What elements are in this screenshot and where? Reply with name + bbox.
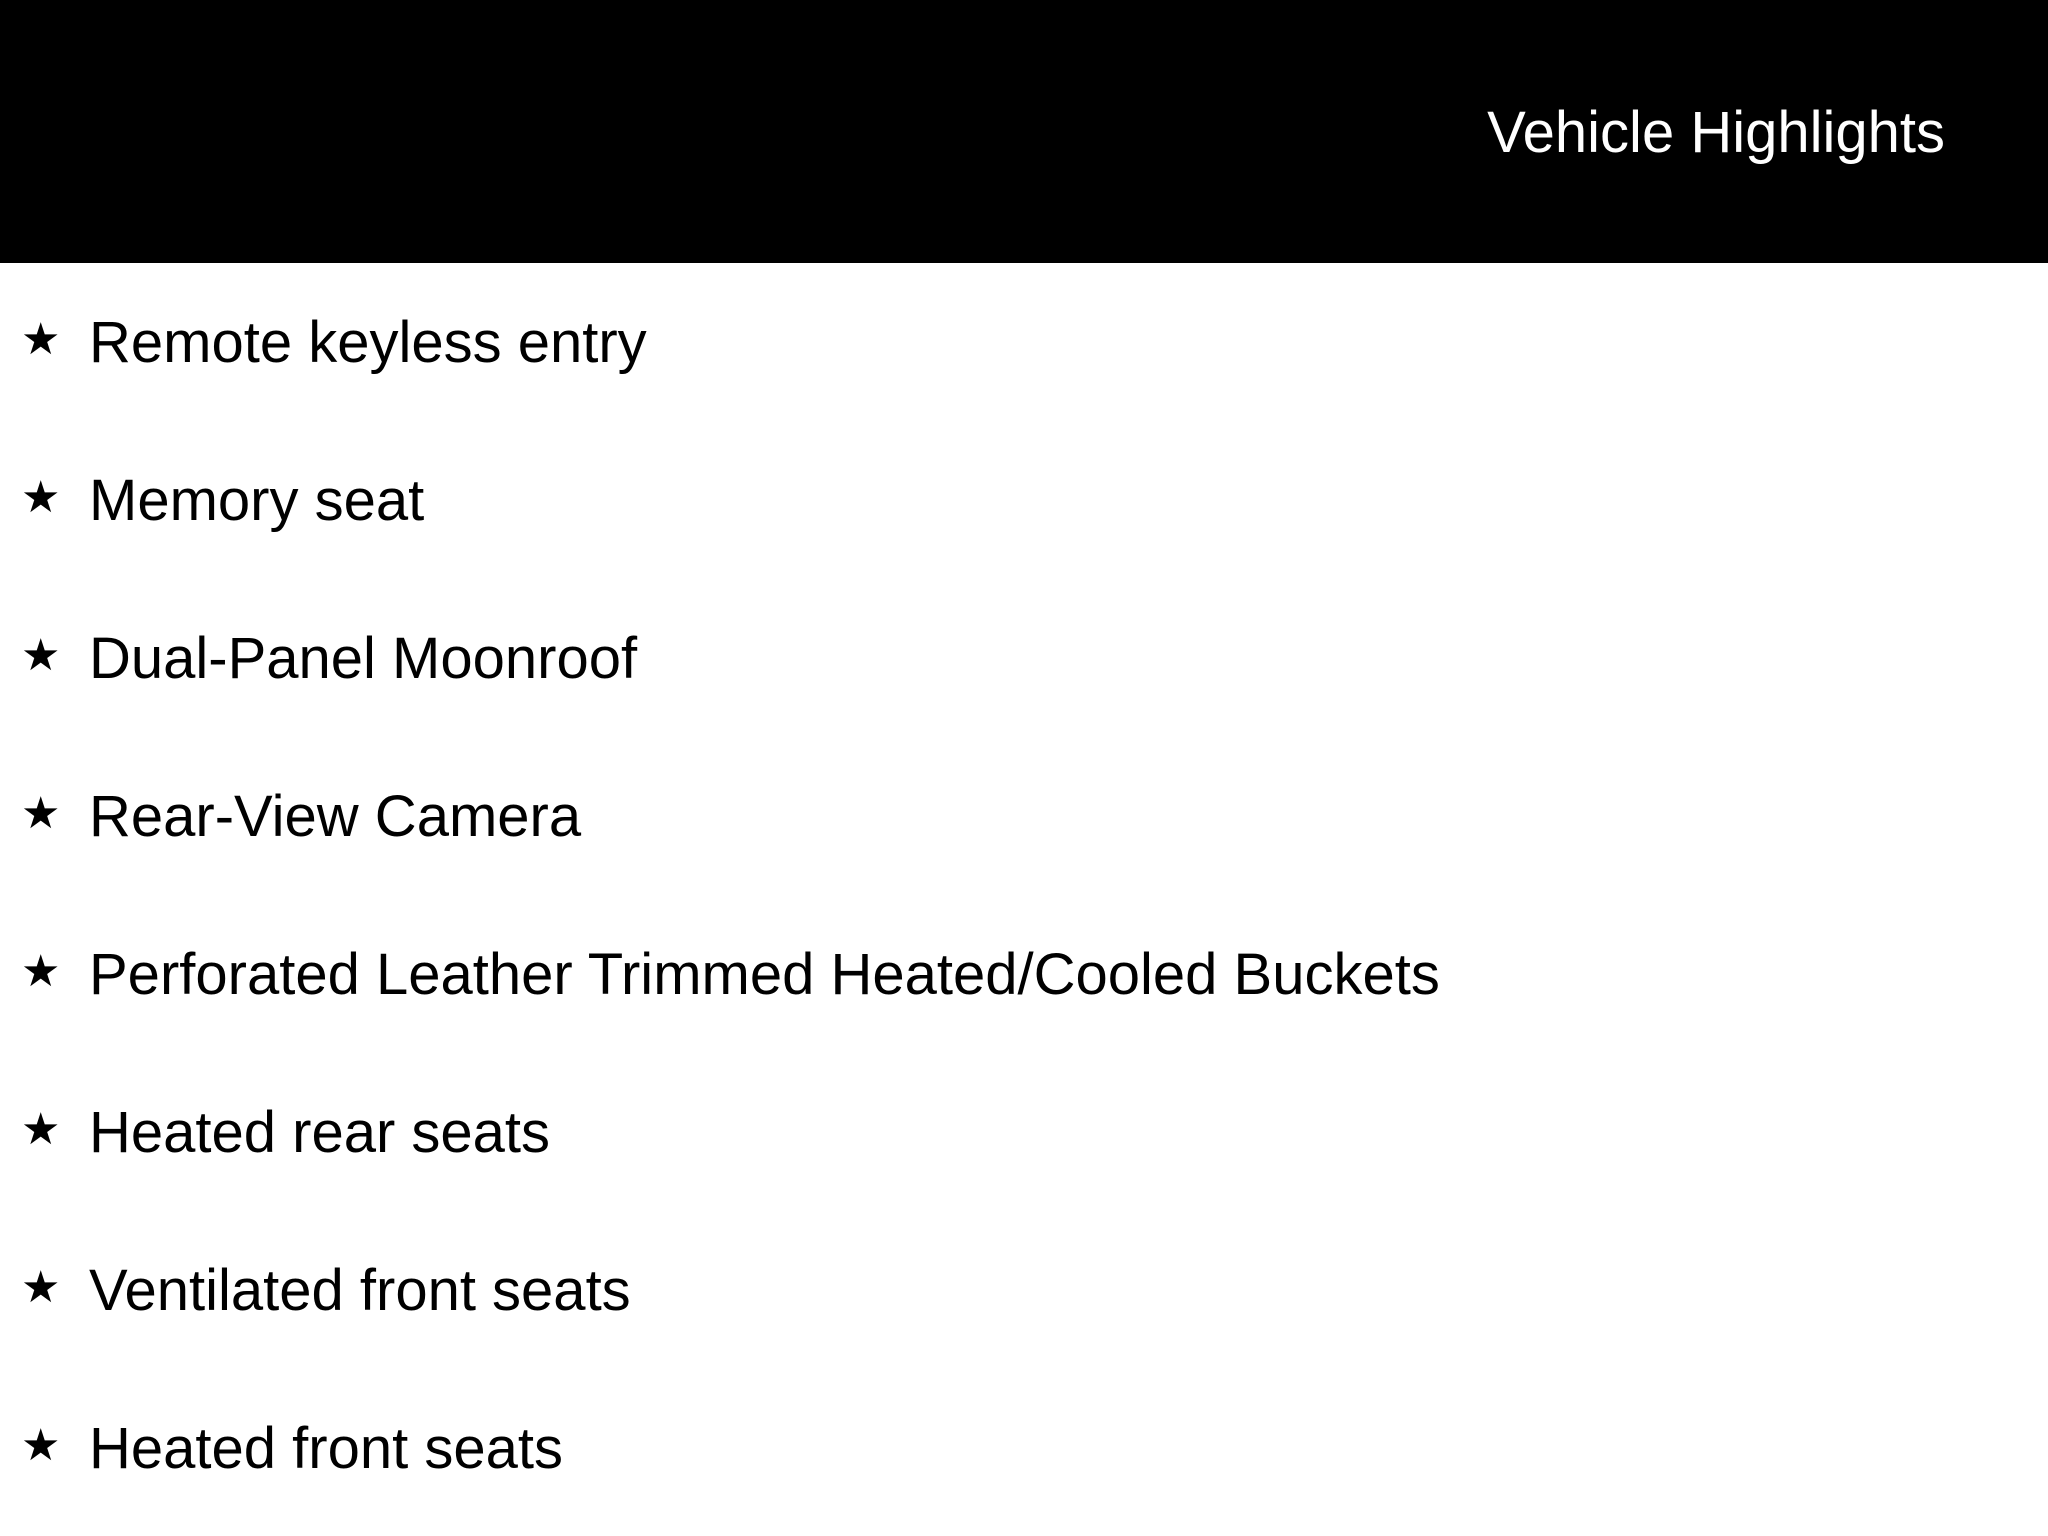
list-item [0, 1211, 2048, 1369]
star-icon: ★ [21, 472, 61, 523]
highlight-label: Ventilated front seats [89, 1258, 631, 1323]
list-item [0, 263, 2048, 421]
highlight-label: Dual-Panel Moonroof [89, 626, 638, 691]
list-item [0, 737, 2048, 895]
highlights-list [0, 263, 2048, 1527]
star-icon: ★ [21, 1262, 61, 1313]
star-icon: ★ [21, 630, 61, 681]
list-item [0, 579, 2048, 737]
star-icon: ★ [21, 314, 61, 365]
list-item [0, 895, 2048, 1053]
highlight-label: Perforated Leather Trimmed Heated/Cooled Buckets [89, 942, 1440, 1007]
page-title: Vehicle Highlights [1487, 100, 1945, 165]
list-item [0, 1369, 2048, 1527]
list-item [0, 1053, 2048, 1211]
highlight-label: Remote keyless entry [89, 310, 647, 375]
star-icon: ★ [21, 946, 61, 997]
header-banner [0, 0, 2048, 263]
star-icon: ★ [21, 788, 61, 839]
list-item [0, 421, 2048, 579]
star-icon: ★ [21, 1104, 61, 1155]
highlight-label: Memory seat [89, 468, 425, 533]
highlight-label: Heated front seats [89, 1416, 563, 1481]
highlight-label: Heated rear seats [89, 1100, 551, 1165]
star-icon: ★ [21, 1420, 61, 1471]
highlight-label: Rear-View Camera [89, 784, 582, 849]
